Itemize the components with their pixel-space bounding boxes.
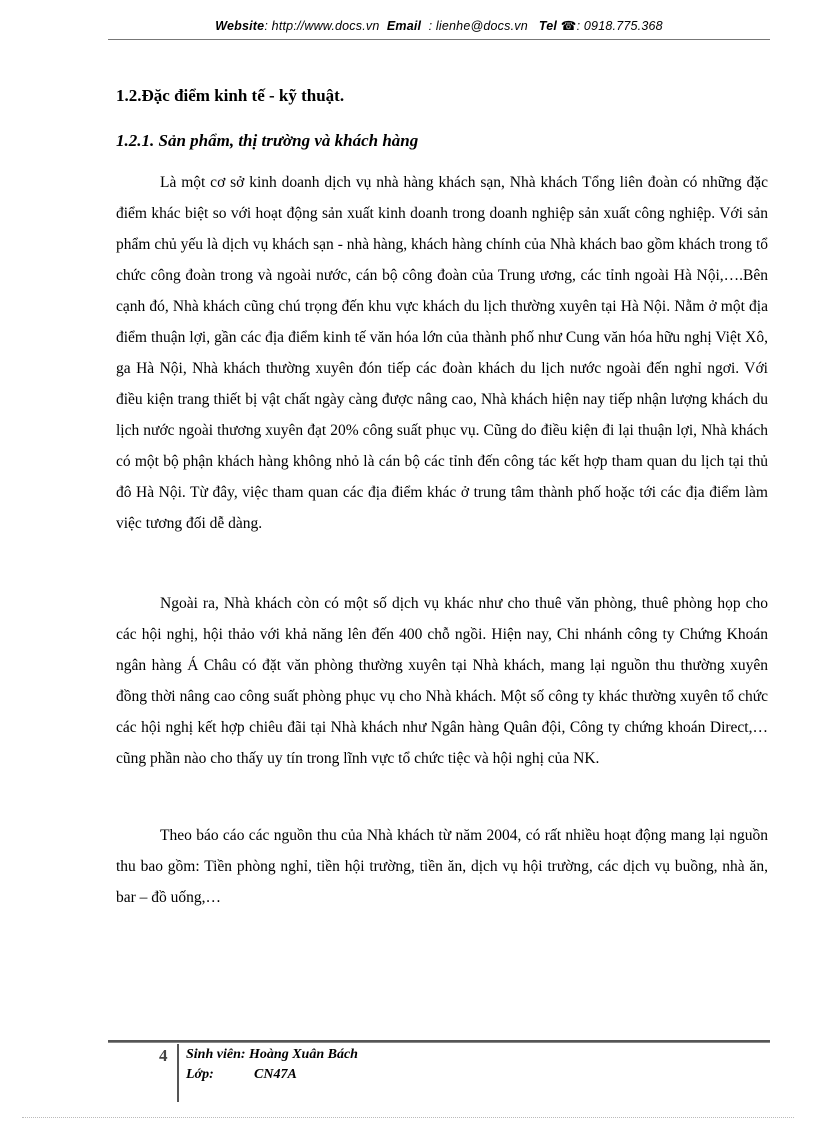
student-label: Sinh viên: bbox=[186, 1047, 246, 1062]
email-label: Email bbox=[386, 19, 422, 33]
page-header bbox=[108, 18, 770, 33]
class-value: CN47A bbox=[254, 1067, 297, 1082]
paragraph-products-customers: Là một cơ sở kinh doanh dịch vụ nhà hàng khách sạn, Nhà khách Tổng liên đoàn có những đặc điểm khác biệt so với hoạt động sản xuất kinh doanh trong doanh nghiệp sản xuất công nghiệp. Với sản phẩm chủ yếu là dịch vụ khách sạn - nhà hàng, khách hàng chính của Nhà khách bao gồm khách trong tổ chức công đoàn trong và ngoài nước, cán bộ công đoàn của Trung ương, các tỉnh ngoài Hà Nội,….Bên cạnh đó, Nhà khách cũng chú trọng đến khu vực khách du lịch thường xuyên tại Hà Nội. Nằm ở một địa điểm thuận lợi, gần các địa điểm kinh tế văn hóa lớn của thành phố như Cung văn hóa hữu nghị Việt Xô, ga Hà Nội, Nhà khách thường xuyên đón tiếp các đoàn khách du lịch nước ngoài đến nghỉ ngơi. Với điều kiện trang thiết bị vật chất ngày càng được nâng cao, Nhà khách hiện nay tiếp nhận lượng khách du lịch nước ngoài thương xuyên đạt 20% công suất phục vụ. Cũng do điều kiện đi lại thuận lợi, Nhà khách có một bộ phận khách hàng không nhỏ là cán bộ các tỉnh đến công tác kết hợp tham quan du lịch tại thủ đô Hà Nội. Từ đây, việc tham quan các địa điểm khác ở trung tâm thành phố hoặc tới các địa điểm làm việc tương đối dễ dàng. bbox=[116, 174, 768, 532]
paragraph-other-services: Ngoài ra, Nhà khách còn có một số dịch vụ khác như cho thuê văn phòng, thuê phòng họp cho các hội nghị, hội thảo với khả năng lên đến 400 chỗ ngồi. Hiện nay, Chi nhánh công ty Chứng Khoán ngân hàng Á Châu có đặt văn phòng thường xuyên tại Nhà khách, mang lại nguồn thu thường xuyên đồng thời nâng cao công suất phòng phục vụ cho Nhà khách. Một số công ty khác thường xuyên tổ chức các hội nghị kết hợp chiêu đãi tại Nhà khách như Ngân hàng Quân đội, Công ty chứng khoán Direct,… cũng phần nào cho thấy uy tín trong lĩnh vực tổ chức tiệc và hội nghị của NK. bbox=[116, 595, 768, 767]
subsection-heading: 1.2.1. Sản phẩm, thị trường và khách hàng bbox=[116, 131, 419, 150]
email-value: : lienhe@docs.vn bbox=[428, 19, 528, 33]
footer-class-line bbox=[186, 1065, 358, 1085]
footer-divider bbox=[108, 1040, 770, 1043]
website-value: : http://www.docs.vn bbox=[264, 19, 380, 33]
footer-student-line bbox=[186, 1045, 358, 1065]
page-number: 4 bbox=[159, 1046, 168, 1065]
website-label: Website bbox=[215, 19, 265, 33]
section-heading: 1.2.Đặc điểm kinh tế - kỹ thuật. bbox=[116, 86, 345, 105]
footer-vertical-bar bbox=[177, 1044, 179, 1102]
tel-value: : 0918.775.368 bbox=[576, 19, 663, 33]
header-divider bbox=[108, 39, 770, 40]
student-name: Hoàng Xuân Bách bbox=[249, 1047, 358, 1062]
class-label: Lớp: bbox=[186, 1067, 214, 1082]
footer-info bbox=[186, 1045, 358, 1085]
tel-label: Tel bbox=[538, 19, 558, 33]
page-bottom-border bbox=[22, 1117, 794, 1118]
paragraph-revenue-sources: Theo báo cáo các nguồn thu của Nhà khách từ năm 2004, có rất nhiều hoạt động mang lại nguồn thu bao gồm: Tiền phòng nghỉ, tiền hội trường, tiền ăn, dịch vụ hội trường, các dịch vụ buồng, nhà ăn, bar – đồ uống,… bbox=[116, 827, 768, 906]
phone-icon: ☎ bbox=[560, 19, 577, 33]
